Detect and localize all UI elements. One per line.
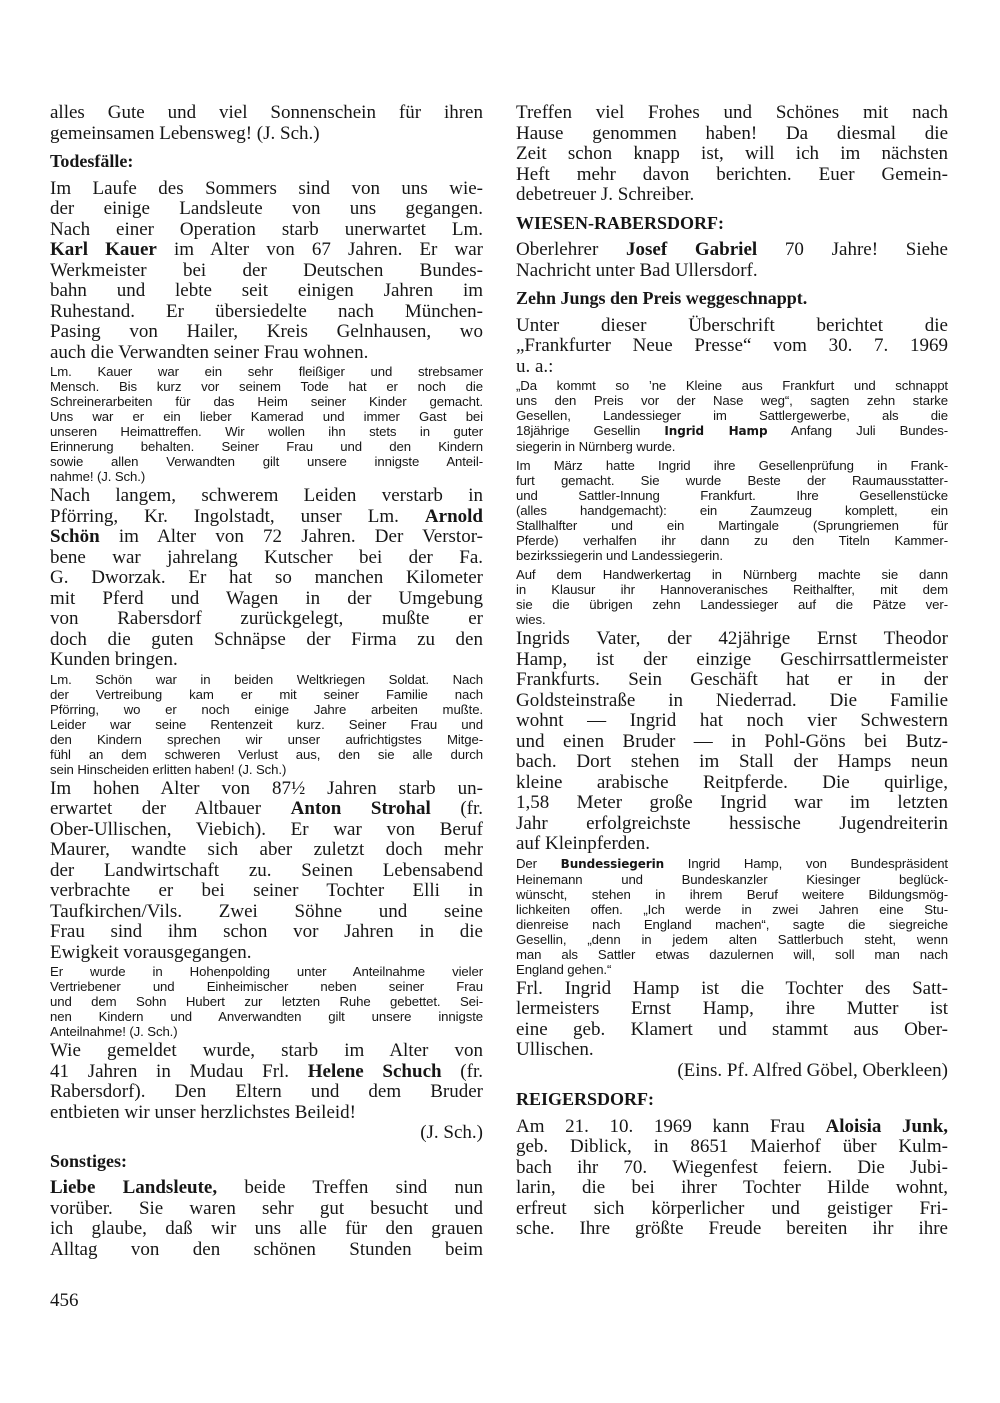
text-line: Heinemann und Bundeskanzler Kiesinger beglück- — [516, 871, 948, 887]
text-line: Auf dem Handwerkertag in Nürnberg machte sie dann — [516, 567, 948, 582]
section-heading — [516, 288, 948, 309]
text-line: England gehen.“ — [516, 961, 612, 977]
text-line: vorüber. Sie waren sehr gut besucht und — [50, 1197, 483, 1219]
text-line: furt gemacht. Sie wurde Beste der Raumausstatter- — [516, 473, 948, 488]
text-line — [50, 799, 483, 820]
text-span: beide Treffen sind nun — [217, 1177, 484, 1198]
text-line: der Vertreibung kam er mit seiner Familie nach — [50, 686, 483, 702]
text-line — [516, 240, 948, 261]
text-line: Wie gemeldet wurde, starb im Alter von — [50, 1040, 483, 1061]
text-line: Pferde) verhalfen ihr dann zu den Titeln Kammer- — [516, 533, 948, 548]
text-line: man als Sattler etwas dazulernen will, soll man nach — [516, 946, 948, 962]
text-line: Hause genommen haben! Da diesmal die — [516, 122, 948, 144]
text-line: Ullischen. — [516, 1039, 594, 1060]
text-line: verbrachte er bei seiner Tochter Elli in — [50, 880, 483, 901]
section-heading — [50, 151, 483, 172]
text-line: und einen Bruder — in Pohl-Göns bei Butz- — [516, 730, 948, 752]
text-line: Stallhalfter und ein Martingale (Sprungriemen für — [516, 518, 948, 533]
bold-name: Arnold — [424, 505, 483, 527]
text-line: alles Gute und viel Sonnenschein für ihren — [50, 102, 483, 123]
text-line: der Landwirtschaft zu. Seinen Lebensabend — [50, 859, 483, 881]
small-print-paragraph — [516, 856, 948, 977]
text-line: Todesfälle: — [50, 151, 134, 171]
section-heading — [50, 1151, 483, 1172]
text-line: Sonstiges: — [50, 1150, 128, 1171]
text-span: Ingrid Hamp, von Bundespräsident — [664, 855, 948, 871]
bold-name: Karl Kauer — [50, 239, 157, 260]
text-line: Er wurde in Hohenpolding unter Anteilnahme vieler — [50, 964, 483, 979]
text-line: Treffen viel Frohes und Schönes mit nach — [516, 102, 948, 123]
text-line: und Sattler-Innung Frankfurt. Ihre Gesellenstücke — [516, 488, 948, 503]
text-line: gemeinsamen Lebensweg! (J. Sch.) — [50, 122, 320, 144]
bold-name: Ingrid Hamp — [664, 424, 768, 438]
small-print-paragraph — [516, 567, 948, 627]
small-print-paragraph — [516, 378, 948, 454]
paragraph — [50, 1041, 483, 1123]
right-column — [516, 103, 948, 1240]
text-line: eine geb. Klamert und stammt aus Ober- — [516, 1018, 948, 1040]
text-line: Im März hatte Ingrid ihre Gesellenprüfung in Frank- — [516, 458, 948, 473]
paragraph — [50, 1178, 483, 1260]
text-line: fühl an dem schweren Verlust aus, den sie alle durch — [50, 746, 483, 762]
small-print-paragraph — [50, 964, 483, 1039]
text-span: 41 Jahren in Mudau Frl. — [50, 1060, 308, 1082]
text-line: dienreise nach England machen“, sagte die siegreiche — [516, 916, 948, 932]
text-line: Im Laufe des Sommers sind von uns wie- — [50, 177, 483, 199]
text-line: Schreinerarbeiten für das Heim seiner Kinder gemacht. — [50, 394, 483, 409]
text-line: Alltag von den schönen Stunden beim — [50, 1238, 483, 1260]
text-line: Unter dieser Überschrift berichtet die — [516, 314, 948, 336]
text-line — [516, 423, 948, 439]
text-line — [50, 1062, 483, 1083]
text-line: der einige Landsleute von uns gegangen. — [50, 198, 483, 219]
text-span: 70 Jahre! Siehe — [757, 239, 948, 260]
text-line: Ruhestand. Er übersiedelte nach München- — [50, 300, 483, 322]
page-number: 456 — [50, 1290, 79, 1311]
text-line: Pförring, wo er noch einige Jahre arbeiten mußte. — [50, 701, 483, 717]
text-line: Heft mehr davon berichten. Euer Gemein- — [516, 163, 948, 185]
small-print-paragraph — [50, 364, 483, 484]
text-line: Ingrids Vater, der 42jährige Ernst Theodor — [516, 628, 948, 649]
paragraph — [50, 779, 483, 964]
text-span: 18jährige Gesellin — [516, 423, 665, 438]
text-line: Maurer, wandte sich aber zuletzt doch mehr — [50, 839, 483, 860]
text-line: bezirkssiegerin und Landessiegerin. — [516, 548, 723, 563]
text-line — [516, 856, 948, 872]
text-line: Gesellen, Landessieger im Sattlergewerbe, als die — [516, 408, 948, 423]
text-line: Kunden bringen. — [50, 649, 178, 670]
text-line: „Da kommt so ’ne Kleine aus Frankfurt und schnappt — [516, 378, 948, 393]
text-line — [50, 527, 483, 548]
bold-name: Liebe Landsleute, — [50, 1177, 218, 1198]
text-line: sein Hinscheiden erlitten haben! (J. Sch.) — [50, 761, 287, 777]
text-line: nen Kindern und Anverwandten gilt unsere innigste — [50, 1009, 483, 1024]
paragraph — [50, 486, 483, 671]
paragraph — [516, 316, 948, 378]
paragraph — [50, 179, 483, 364]
text-line: lermeisters Ernst Hamp, ihre Mutter ist — [516, 998, 948, 1019]
text-line: unseren Heimattreffen. Wir wollen ihn stets in guter — [50, 424, 483, 439]
section-heading — [516, 1089, 948, 1110]
text-span: im Alter von 72 Jahren. Der Verstor- — [99, 526, 483, 547]
text-line: Pasing von Hailer, Kreis Gelnhausen, wo — [50, 321, 483, 342]
text-line — [50, 507, 483, 528]
text-line: „Frankfurter Neue Presse“ vom 30. 7. 1969 — [516, 335, 948, 356]
text-line: nahme! (J. Sch.) — [50, 469, 146, 484]
text-line: auf Kleinpferden. — [516, 833, 650, 854]
bold-name: Josef Gabriel — [626, 239, 758, 260]
text-line: G. Dworzak. Er hat so manchen Kilometer — [50, 567, 483, 588]
text-line: doch die guten Schnäpse der Firma zu den — [50, 628, 483, 650]
text-line: uns den Preis vor der Nase weg“, sagten zehn starke — [516, 393, 948, 408]
text-line: von Rabersdorf zurückgelegt, mußte er — [50, 608, 483, 629]
text-span: Am 21. 10. 1969 kann Frau — [516, 1115, 826, 1137]
text-span: (fr. — [441, 1060, 483, 1082]
text-line: Zehn Jungs den Preis weggeschnappt. — [516, 288, 808, 308]
text-line: in Klausur ihr Hannoveranisches Reithalfter, mit dem — [516, 582, 948, 597]
bold-name: Bundessiegerin — [560, 856, 665, 871]
text-line: sowie allen Verwandten gilt unsere innigste Anteil- — [50, 454, 483, 469]
text-line: Lm. Kauer war ein sehr fleißiger und strebsamer — [50, 364, 483, 379]
text-line: Anteilnahme! (J. Sch.) — [50, 1024, 178, 1039]
text-line: mit Pferd und Wagen in der Umgebung — [50, 587, 483, 609]
text-line: bahn und lebte seit einigen Jahren im — [50, 280, 483, 301]
bold-name: Anton Strohal — [290, 798, 431, 819]
text-line: und dem Sohn Hubert zur letzten Ruhe gebettet. Sei- — [50, 994, 483, 1009]
text-line: Taufkirchen/Vils. Zwei Söhne und seine — [50, 900, 483, 922]
text-line: lichkeiten offen. „Ich werde in zwei Jahren eine Stu- — [516, 901, 948, 917]
text-line: Nach langem, schwerem Leiden verstarb in — [50, 485, 483, 506]
text-line: Ewigkeit vorausgegangen. — [50, 941, 252, 963]
text-line: Frankfurts. Sein Geschäft hat er in der — [516, 669, 948, 690]
small-print-paragraph — [50, 672, 483, 777]
text-line: Jahr erfolgreichste hessische Jugendreiterin — [516, 812, 948, 834]
text-line: Lm. Schön war in beiden Weltkriegen Soldat. Nach — [50, 671, 483, 687]
section-heading — [516, 213, 948, 234]
text-line: Nach einer Operation starb unerwartet Lm. — [50, 218, 483, 240]
text-line: Nachricht unter Bad Ullersdorf. — [516, 259, 758, 281]
text-line: Ober-Ullischen, Viebich). Er war von Beruf — [50, 818, 483, 840]
text-line: Gesellin, „denn in jedem alten Sattlerbuch steht, wenn — [516, 931, 948, 947]
text-line: REIGERSDORF: — [516, 1089, 655, 1109]
bold-name: Helene Schuch — [307, 1060, 442, 1082]
text-span: Anfang Juli Bundes- — [767, 423, 948, 438]
text-line: sche. Ihre größte Freude bereiten ihr ihre — [516, 1218, 948, 1239]
text-span: im Alter von 67 Jahren. Er war — [156, 239, 483, 260]
paragraph — [516, 629, 948, 855]
text-line: Mensch. Bis kurz vor seinem Tode hat er noch die — [50, 379, 483, 394]
paragraph — [516, 240, 948, 281]
paragraph — [516, 103, 948, 206]
bold-name: Aloisia Junk, — [825, 1115, 949, 1137]
text-span: (fr. — [430, 798, 484, 819]
text-line: WIESEN-RABERSDORF: — [516, 212, 725, 233]
bold-name: Schön — [50, 526, 100, 547]
text-line — [516, 1117, 948, 1138]
text-line: 1,58 Meter große Ingrid war im letzten — [516, 792, 948, 813]
text-line: bene war jahrelang Kutscher bei der Fa. — [50, 546, 483, 568]
signature — [516, 1061, 948, 1082]
text-span: Der — [516, 855, 561, 871]
text-line: bach. Dort stehen im Stall der Hamps neun — [516, 751, 948, 772]
text-span: erwartet der Altbauer — [50, 798, 291, 819]
text-line: auch die Verwandten seiner Frau wohnen. — [50, 341, 369, 363]
text-line: erfreut sich körperlicher und geistiger Fri- — [516, 1197, 948, 1219]
signature — [50, 1123, 483, 1144]
paragraph — [516, 979, 948, 1061]
left-column — [50, 103, 483, 1260]
text-line: geb. Diblick, in 8651 Maierhof über Kulm- — [516, 1136, 948, 1157]
text-line: kleine arabische Reitpferde. Die quirlige, — [516, 771, 948, 793]
text-line: Frl. Ingrid Hamp ist die Tochter des Satt- — [516, 977, 948, 999]
text-line: Werkmeister bei der Deutschen Bundes- — [50, 259, 483, 281]
text-line: Goldsteinstraße in Niederrad. Die Familie — [516, 689, 948, 711]
text-line: Leider war seine Rentenzeit kurz. Seiner Frau und — [50, 716, 483, 732]
text-line: larin, die bei ihrer Tochter Hilde wohnt, — [516, 1177, 948, 1198]
text-line: ich glaube, daß wir uns alle für den grauen — [50, 1218, 483, 1239]
text-line: Hamp, ist der einzige Geschirrsattlermeister — [516, 648, 948, 670]
text-line: siegerin in Nürnberg wurde. — [516, 439, 676, 454]
text-span: Pförring, Kr. Ingolstadt, unser Lm. — [50, 505, 425, 527]
text-line: wohnt — Ingrid hat noch vier Schwestern — [516, 710, 948, 731]
text-span: Oberlehrer — [516, 239, 627, 260]
text-line: Vertriebener und Einheimischer neben seiner Frau — [50, 979, 483, 994]
text-line — [50, 1178, 483, 1199]
text-line: den Kindern sprechen wir unser aufrichtigstes Mitge- — [50, 731, 483, 747]
text-line: Erinnerung behalten. Seiner Frau und den Kindern — [50, 439, 483, 454]
text-line: (alles handgemacht): ein Zaumzeug komplett, ein — [516, 503, 948, 518]
text-line: bach ihr 70. Wiegenfest feiern. Die Jubi- — [516, 1156, 948, 1178]
text-line: Zeit schon knapp ist, will ich im nächsten — [516, 143, 948, 164]
text-line: (Eins. Pf. Alfred Göbel, Oberkleen) — [677, 1059, 948, 1081]
text-line: wies. — [516, 612, 546, 627]
paragraph — [516, 1117, 948, 1240]
small-print-paragraph — [516, 458, 948, 563]
text-line: Im hohen Alter von 87½ Jahren starb un- — [50, 777, 483, 799]
text-line — [50, 240, 483, 261]
text-line: debetreuer J. Schreiber. — [516, 184, 695, 205]
text-line: u. a.: — [516, 355, 554, 377]
paragraph — [50, 103, 483, 144]
text-line: Frau sind ihm schon vor Jahren in die — [50, 921, 483, 942]
text-line: (J. Sch.) — [420, 1122, 483, 1143]
text-line: Uns war er ein lieber Kamerad und immer Gast bei — [50, 409, 483, 424]
text-line: Rabersdorf). Den Eltern und dem Bruder — [50, 1081, 483, 1102]
text-line: wünscht, stehen in ihrem Beruf weitere Bildungsmög- — [516, 886, 948, 902]
text-line: sie die übrigen zehn Landessieger auf die Pätze ver- — [516, 597, 948, 612]
text-line: entbieten wir unser herzlichstes Beileid! — [50, 1101, 357, 1123]
